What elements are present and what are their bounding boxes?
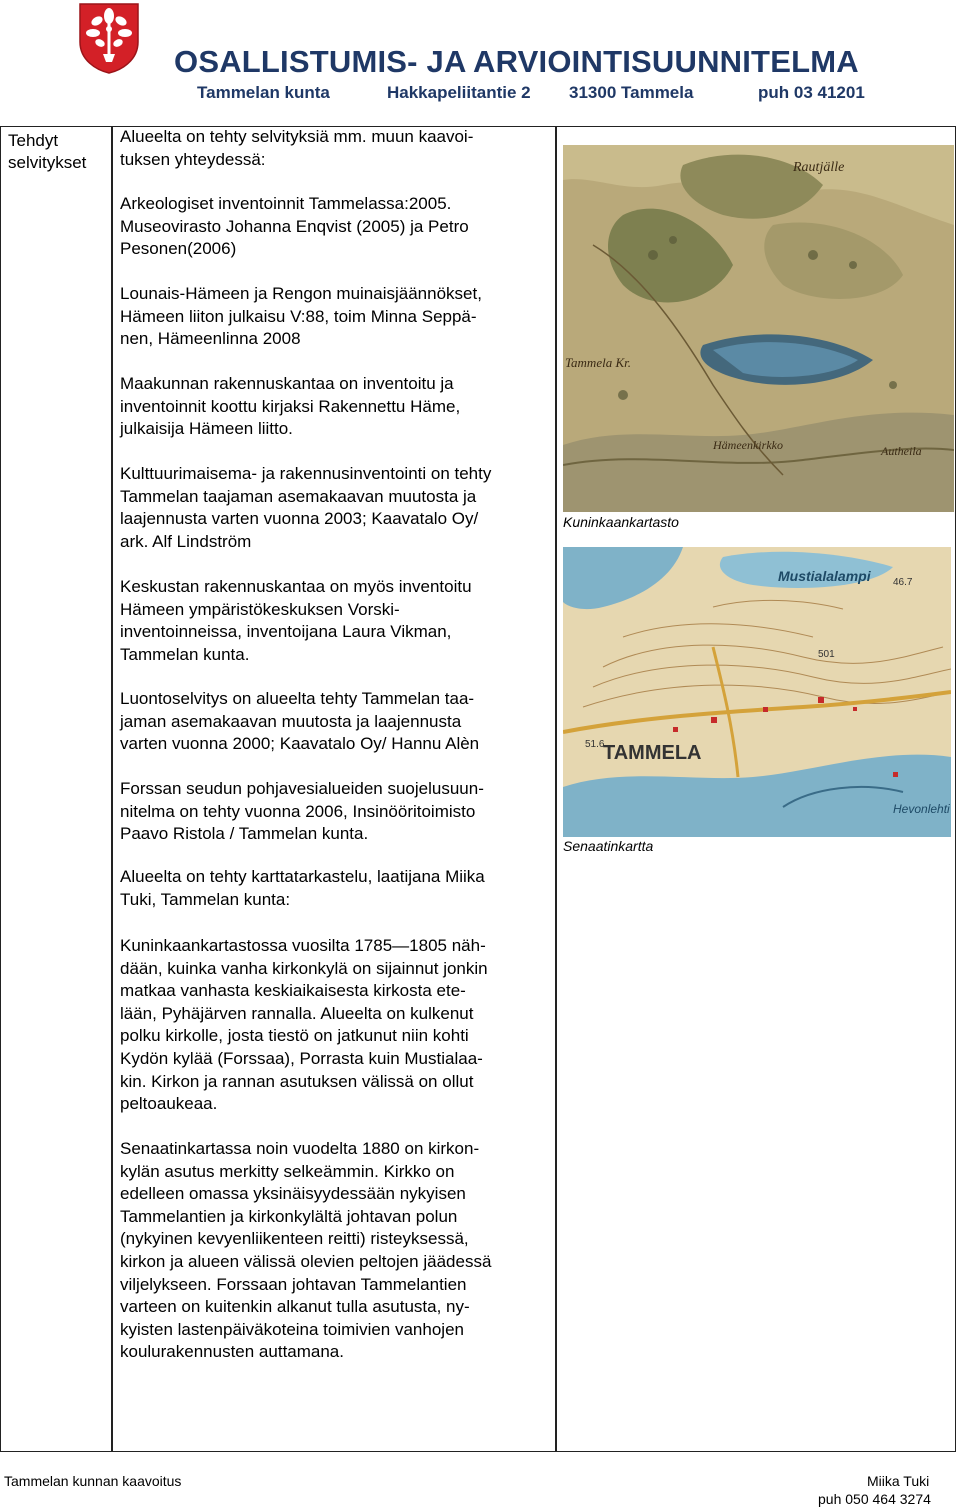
- map-caption: Kuninkaankartasto: [563, 514, 679, 530]
- body-line: (nykyinen kevyenliikenteen reitti) risteyksessä,: [120, 1229, 469, 1249]
- footer-author-phone: puh 050 464 3274: [818, 1491, 931, 1507]
- map-label: Rautjälle: [793, 160, 845, 175]
- body-line: polku kirkolle, josta tiestö on jatkunut niin kohti: [120, 1026, 469, 1046]
- body-line: Kydön kylää (Forssaa), Porrasta kuin Mustialaa-: [120, 1048, 483, 1068]
- map-label: Autheila: [881, 444, 922, 458]
- body-line: julkaisija Hämeen liitto.: [120, 419, 293, 439]
- map-label: Hämeenkirkko: [713, 438, 783, 452]
- body-paragraph: [120, 935, 552, 1116]
- body-line: kylän asutus merkitty selkeämmin. Kirkko on: [120, 1161, 455, 1181]
- header-address: Hakkapeliitantie 2: [387, 83, 531, 102]
- body-line: Tammelan taajaman asemakaavan muutosta ja: [120, 486, 477, 506]
- body-paragraph: [120, 866, 552, 911]
- body-line: matkaa vanhasta keskiaikaisesta kirkosta ete-: [120, 981, 466, 1001]
- body-line: Tuki, Tammelan kunta:: [120, 889, 291, 909]
- body-line: Lounais-Hämeen ja Rengon muinaisjäännökset,: [120, 284, 482, 303]
- map-label: Mustialalampi: [778, 568, 871, 584]
- kuninkaankartasto-map: [563, 145, 954, 512]
- body-line: viljelykseen. Forssaan johtavan Tammelantien: [120, 1274, 467, 1294]
- body-line: Alueelta on tehty karttatarkastelu, laatijana Miika: [120, 867, 485, 886]
- body-line: Pesonen(2006): [120, 239, 237, 259]
- body-line: nitelma on tehty vuonna 2006, Insinööritoimisto: [120, 801, 476, 821]
- column-divider: [555, 126, 557, 1452]
- body-paragraph: [120, 778, 552, 846]
- body-paragraph: [120, 463, 552, 553]
- body-line: Forssan seudun pohjavesialueiden suojelusuun-: [120, 779, 484, 798]
- body-line: Kulttuurimaisema- ja rakennusinventointi on tehty: [120, 464, 492, 483]
- footer-author: Miika Tuki: [867, 1473, 930, 1489]
- body-line: laajennusta varten vuonna 2003; Kaavatalo Oy/: [120, 509, 479, 529]
- map-label: TAMMELA: [603, 742, 702, 764]
- body-line: lään, Pyhäjärven rannalla. Alueelta on kulkenut: [120, 1003, 474, 1023]
- body-paragraph: [120, 283, 552, 351]
- body-paragraph: [120, 373, 552, 441]
- body-line: edelleen omassa yksinäisyydessään nykyisen: [120, 1184, 466, 1204]
- body-line: Keskustan rakennuskantaa on myös inventoitu: [120, 577, 472, 596]
- body-line: kyisten lastenpäiväkoteina toimivien vanhojen: [120, 1319, 464, 1339]
- body-line: ark. Alf Lindström: [120, 531, 252, 551]
- map-label: 46.7: [893, 577, 913, 588]
- map-caption: Senaatinkartta: [563, 838, 654, 854]
- map-label: 501: [818, 649, 835, 660]
- body-line: kin. Kirkon ja rannan asutuksen välissä on ollut: [120, 1071, 474, 1091]
- body-line: nen, Hämeenlinna 2008: [120, 329, 301, 349]
- body-line: Tammelan kunta.: [120, 644, 250, 664]
- section-label-line: selvitykset: [8, 153, 87, 172]
- column-divider: [111, 126, 113, 1452]
- header-phone: puh 03 41201: [758, 83, 865, 102]
- section-label: [8, 130, 86, 174]
- body-paragraph: [120, 1138, 552, 1364]
- document-title: OSALLISTUMIS- JA ARVIOINTISUUNNITELMA: [174, 44, 859, 79]
- body-line: koulurakennusten auttamana.: [120, 1342, 344, 1362]
- body-paragraph: [120, 576, 552, 666]
- body-line: Paavo Ristola / Tammelan kunta.: [120, 824, 369, 844]
- body-line: Maakunnan rakennuskantaa on inventoitu ja: [120, 374, 454, 393]
- footer-left: Tammelan kunnan kaavoitus: [4, 1473, 182, 1489]
- map-label: Hevonlehti: [893, 802, 950, 816]
- body-line: peltoaukeaa.: [120, 1094, 218, 1114]
- body-line: Kuninkaankartastossa vuosilta 1785—1805 näh-: [120, 936, 486, 955]
- body-line: Museovirasto Johanna Enqvist (2005) ja Petro: [120, 216, 469, 236]
- body-line: Arkeologiset inventoinnit Tammelassa:2005.: [120, 194, 452, 213]
- section-label-line: Tehdyt: [8, 131, 59, 150]
- body-line: dään, kuinka vanha kirkonkylä on sijainnut jonkin: [120, 958, 488, 978]
- body-line: Alueelta on tehty selvityksiä mm. muun kaavoi-: [120, 127, 474, 146]
- body-line: varteen on kuitenkin alkanut tulla asutusta, ny-: [120, 1297, 470, 1317]
- body-line: Senaatinkartassa noin vuodelta 1880 on kirkon-: [120, 1139, 480, 1158]
- header-municipality: Tammelan kunta: [197, 83, 330, 102]
- body-line: Tammelantien ja kirkonkylältä johtavan polun: [120, 1206, 458, 1226]
- body-paragraph: [120, 193, 552, 261]
- historic-map-image: [563, 145, 954, 512]
- body-line: varten vuonna 2000; Kaavatalo Oy/ Hannu Alèn: [120, 734, 480, 754]
- body-line: Hämeen ympäristökeskuksen Vorski-: [120, 599, 400, 619]
- body-line: inventoinnit koottu kirjaksi Rakennettu Häme,: [120, 396, 461, 416]
- body-line: Hämeen liiton julkaisu V:88, toim Minna Seppä-: [120, 306, 477, 326]
- body-paragraph: [120, 688, 552, 756]
- body-line: kirkon ja alueen välissä olevien peltojen jäädessä: [120, 1251, 492, 1271]
- body-paragraph: [120, 126, 552, 171]
- map-label: 51.6: [585, 739, 605, 750]
- body-line: inventoinneissa, inventoijana Laura Vikman,: [120, 622, 452, 642]
- map-label: Tammela Kr.: [565, 355, 631, 370]
- header-postal: 31300 Tammela: [569, 83, 694, 102]
- body-line: Luontoselvitys on alueelta tehty Tammelan taa-: [120, 689, 475, 708]
- body-line: jaman asemakaavan muutosta ja laajennusta: [120, 711, 462, 731]
- coat-of-arms-logo: [78, 2, 140, 74]
- senaatinkartta-map: [563, 547, 951, 837]
- body-line: tuksen yhteydessä:: [120, 149, 266, 169]
- historic-map-image: [563, 547, 951, 837]
